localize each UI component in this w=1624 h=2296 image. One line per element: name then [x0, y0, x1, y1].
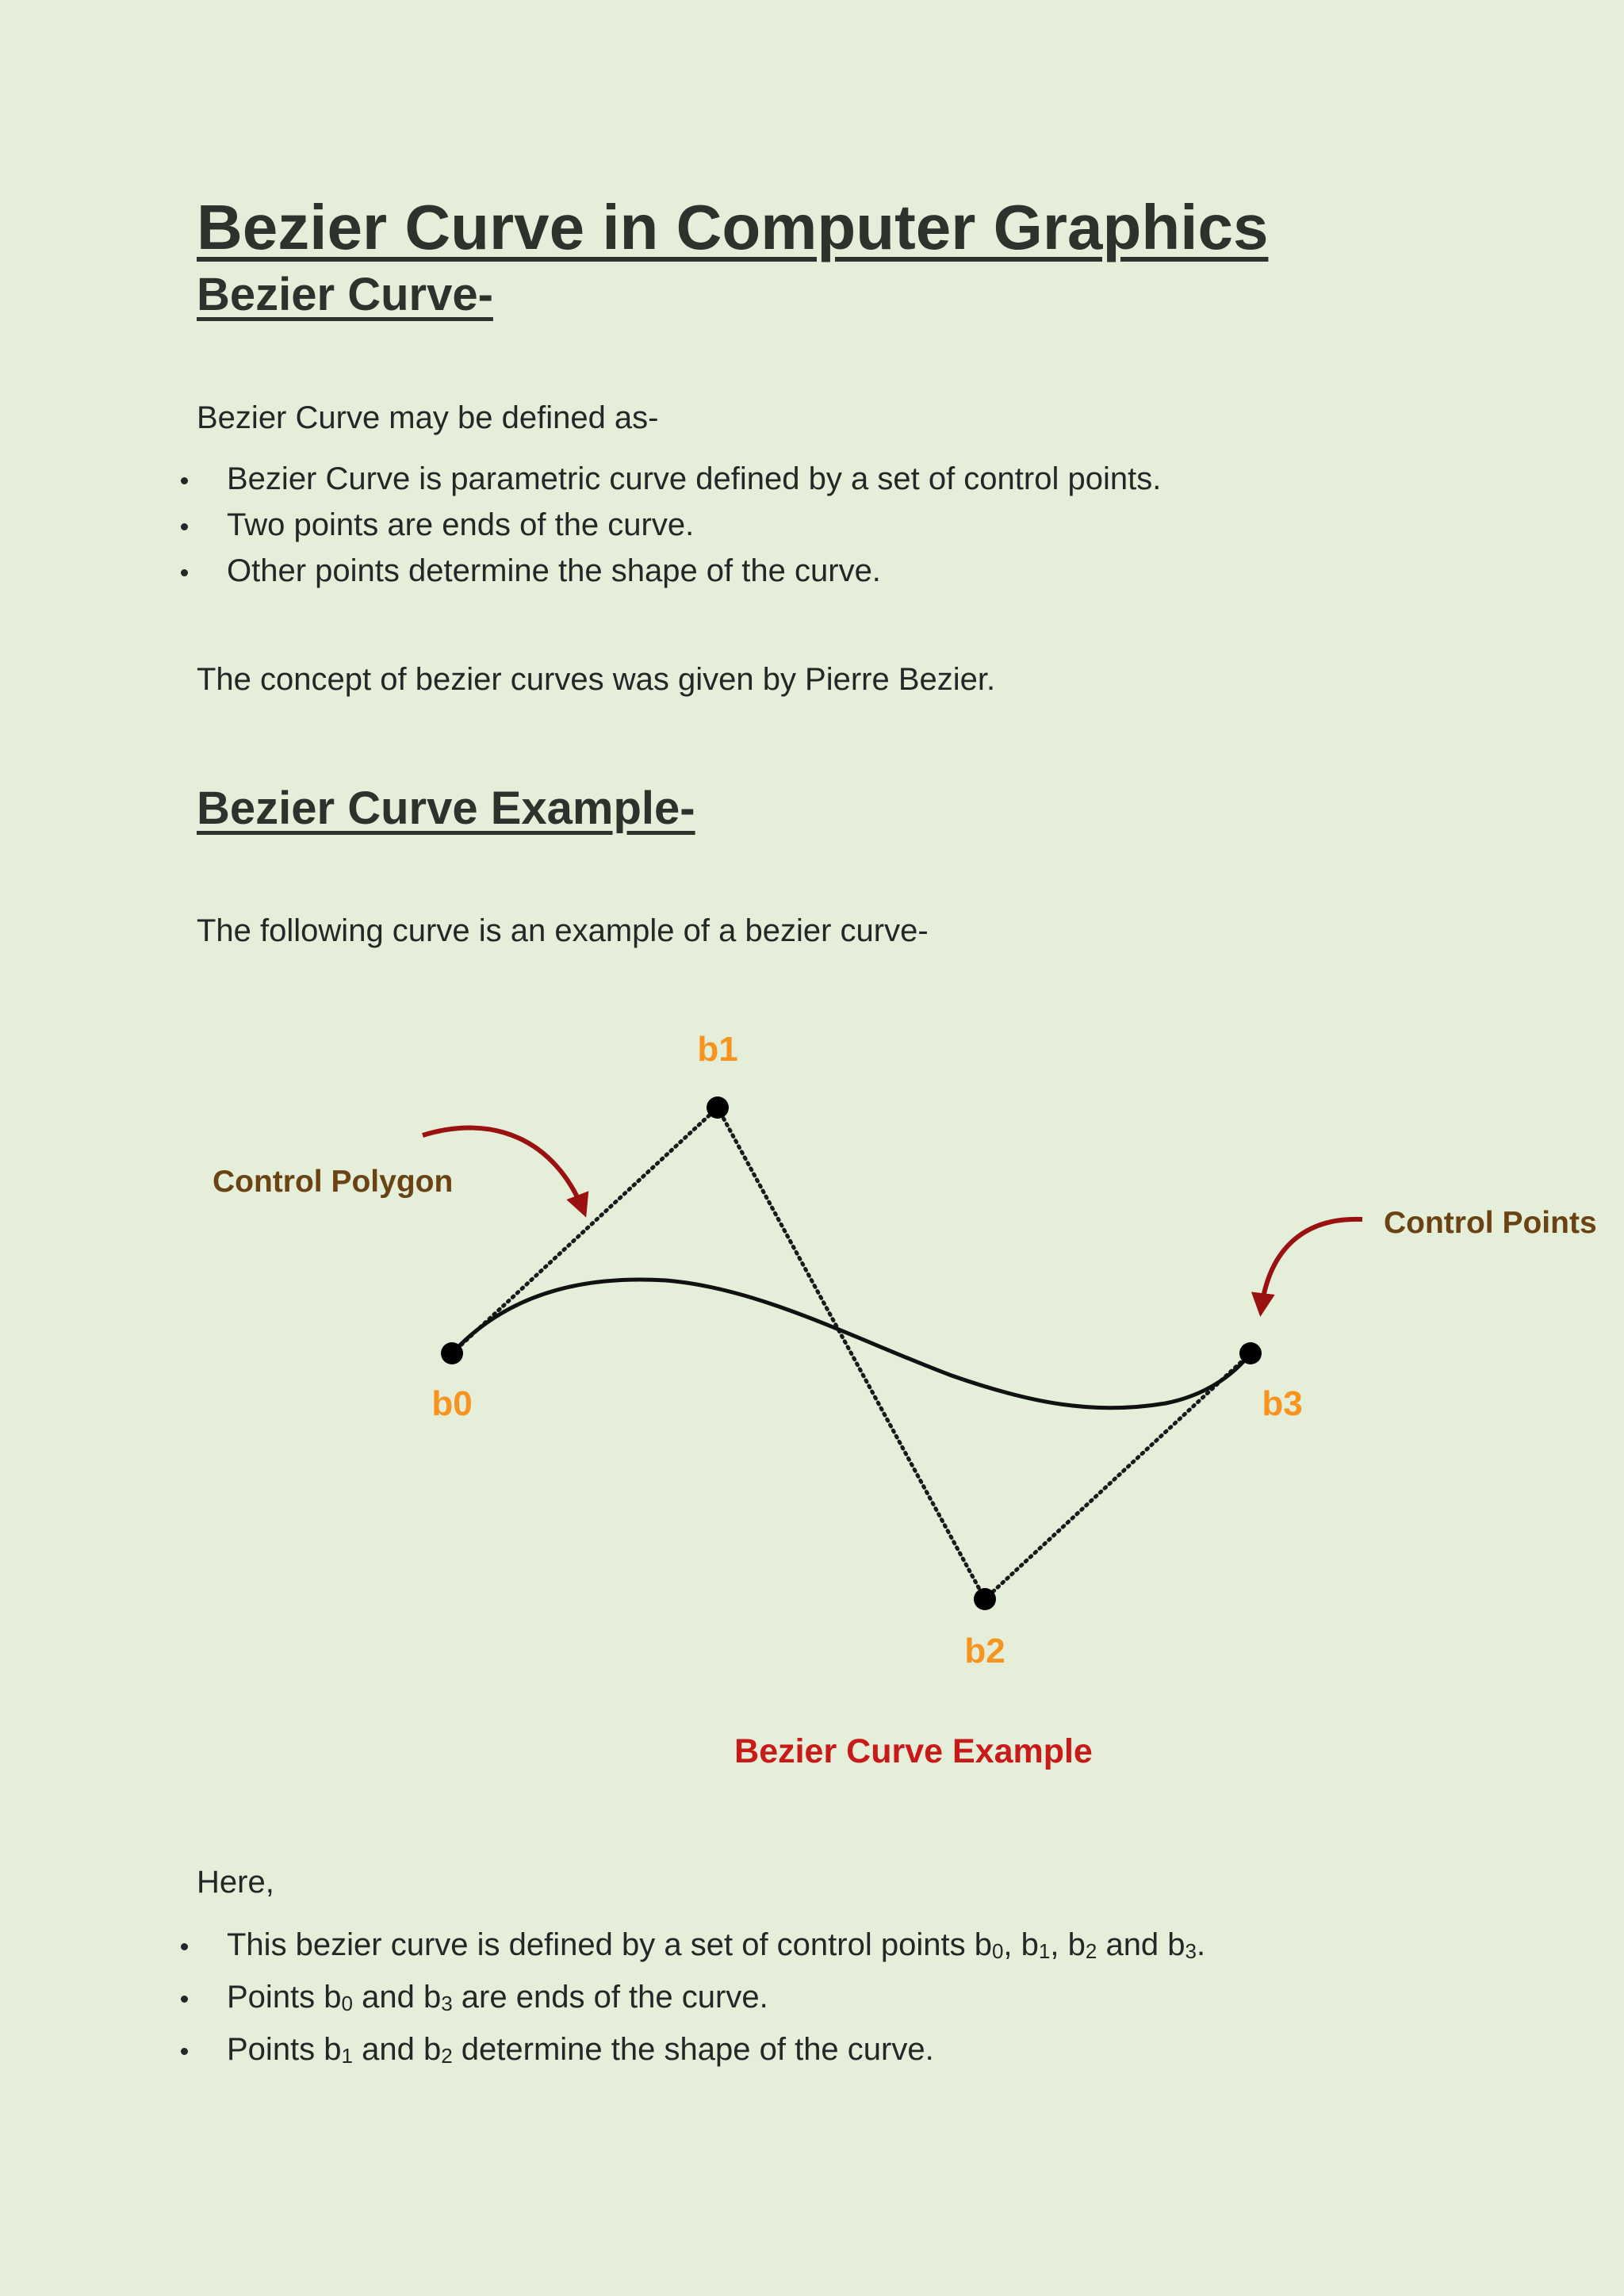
here-intro: Here, [197, 1865, 274, 1900]
control-polygon-label: Control Polygon [213, 1165, 454, 1199]
list-item: Other points determine the shape of the curve. [197, 548, 1161, 594]
list-item: Two points are ends of the curve. [197, 502, 1161, 548]
example-intro: The following curve is an example of a bezier curve- [197, 913, 929, 948]
control-polygon [452, 1108, 1251, 1599]
control-point-b1 [707, 1096, 729, 1119]
definition-intro: Bezier Curve may be defined as- [197, 400, 659, 435]
list-item: Bezier Curve is parametric curve defined by a set of control points. [197, 456, 1161, 502]
bezier-curve [452, 1280, 1251, 1408]
label-b0: b0 [431, 1384, 473, 1423]
list-item: Points $b_0$ and $b_3$ are ends of the curve. [197, 1974, 1205, 2026]
figure-caption: Bezier Curve Example [734, 1732, 1093, 1770]
label-b2: b2 [964, 1632, 1005, 1670]
explanation-list [197, 1922, 1205, 2079]
section-heading-example: Bezier Curve Example- [197, 783, 695, 834]
definition-list [197, 456, 1161, 594]
control-point-b0 [441, 1342, 463, 1364]
section-heading-bezier-curve: Bezier Curve- [197, 269, 493, 320]
page-title: Bezier Curve in Computer Graphics [197, 192, 1269, 262]
control-points-label: Control Points [1384, 1206, 1597, 1240]
control-point-b3 [1239, 1342, 1262, 1364]
label-b3: b3 [1262, 1384, 1303, 1423]
control-point-b2 [974, 1588, 996, 1610]
list-item: This bezier curve is defined by a set of control points $b_0$, $b_1$, $b_2$ and $b_3$. [197, 1922, 1205, 1974]
control-points-arrow [1261, 1219, 1362, 1312]
label-b1: b1 [697, 1030, 738, 1069]
concept-paragraph: The concept of bezier curves was given by Pierre Bezier. [197, 662, 996, 697]
list-item: Points $b_1$ and $b_2$ determine the shape of the curve. [197, 2026, 1205, 2079]
bezier-curve-figure [0, 1015, 1624, 1784]
